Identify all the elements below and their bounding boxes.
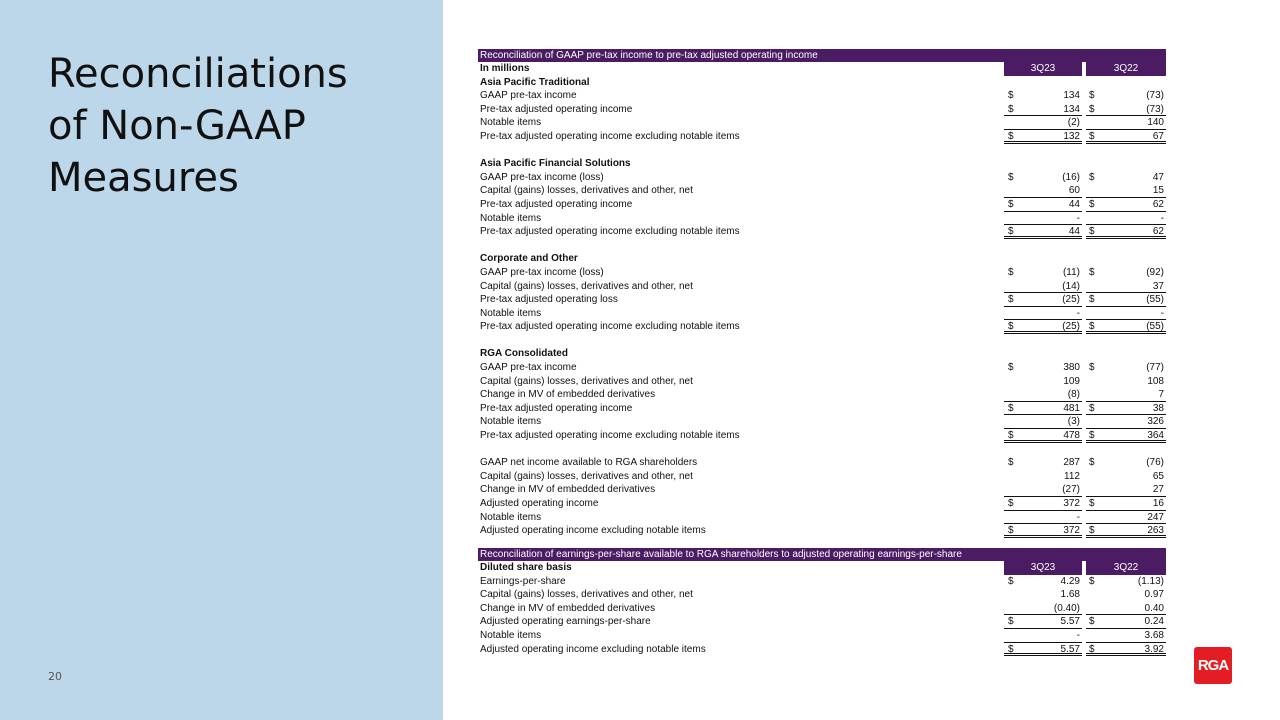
table-row <box>478 511 1166 525</box>
table-row <box>478 225 1166 239</box>
section-heading-row <box>478 347 1166 361</box>
row-label: Capital (gains) losses, derivatives and other, net <box>480 589 693 601</box>
row-label: Capital (gains) losses, derivatives and other, net <box>480 280 693 292</box>
value-3q23: (27) <box>1062 484 1080 496</box>
value-3q23: 4.29 <box>1060 575 1080 587</box>
column-header-3q23: 3Q23 <box>1004 561 1082 575</box>
table-row <box>478 198 1166 212</box>
page-number: 20 <box>48 670 62 683</box>
value-3q23: 109 <box>1063 375 1080 387</box>
value-3q23: 60 <box>1068 185 1080 197</box>
table-row <box>478 184 1166 198</box>
table-row <box>478 212 1166 226</box>
gaap-pretax-reconciliation-table <box>478 49 1166 538</box>
table-row <box>478 429 1166 443</box>
value-3q22: (76) <box>1146 457 1164 469</box>
value-3q23: 5.57 <box>1060 643 1080 655</box>
row-label: Notable items <box>480 416 542 428</box>
value-3q23: 481 <box>1063 402 1080 414</box>
unit-label: In millions <box>480 63 530 74</box>
value-3q22: 108 <box>1147 375 1164 387</box>
unit-label: Diluted share basis <box>480 562 572 573</box>
table-row <box>478 103 1166 117</box>
value-3q22: (73) <box>1146 90 1164 102</box>
currency-symbol-3q23: $ <box>1008 430 1014 442</box>
row-label: GAAP pre-tax income (loss) <box>480 171 604 183</box>
spacer-row <box>478 334 1166 348</box>
currency-symbol-3q22: $ <box>1089 457 1095 469</box>
value-3q23: - <box>1076 307 1080 319</box>
currency-symbol-3q23: $ <box>1008 362 1014 374</box>
row-label: Pre-tax adjusted operating income excluding notable items <box>480 321 740 333</box>
table-body <box>478 76 1166 538</box>
currency-symbol-3q23: $ <box>1008 498 1014 509</box>
currency-symbol-3q23: $ <box>1008 294 1014 306</box>
table-banner: Reconciliation of GAAP pre-tax income to pre-tax adjusted operating income <box>478 49 1166 62</box>
table-row <box>478 643 1166 657</box>
value-3q23: 372 <box>1063 525 1080 537</box>
row-label: Adjusted operating income excluding notable items <box>480 525 706 537</box>
row-label: Notable items <box>480 307 542 319</box>
table-header-row <box>478 561 1166 575</box>
currency-symbol-3q22: $ <box>1089 321 1095 333</box>
table-row <box>478 483 1166 497</box>
table-row <box>478 280 1166 294</box>
row-label: Notable items <box>480 212 542 224</box>
currency-symbol-3q22: $ <box>1089 103 1095 115</box>
title-panel <box>0 0 443 720</box>
value-3q22: (1.13) <box>1137 575 1164 587</box>
row-label: Change in MV of embedded derivatives <box>480 389 656 401</box>
column-header-3q23: 3Q23 <box>1004 62 1082 76</box>
table-row <box>478 388 1166 402</box>
row-label: Corporate and Other <box>480 253 578 265</box>
table-row <box>478 629 1166 643</box>
value-3q22: 65 <box>1152 470 1164 482</box>
currency-symbol-3q23: $ <box>1008 266 1014 278</box>
currency-symbol-3q22: $ <box>1089 643 1095 655</box>
row-label: Capital (gains) losses, derivatives and other, net <box>480 185 693 197</box>
row-label: Pre-tax adjusted operating income <box>480 198 633 210</box>
currency-symbol-3q22: $ <box>1089 198 1095 210</box>
value-3q23: - <box>1076 511 1080 523</box>
table-row <box>478 130 1166 144</box>
row-label: GAAP pre-tax income (loss) <box>480 266 604 278</box>
currency-symbol-3q23: $ <box>1008 575 1014 587</box>
value-3q22: 16 <box>1152 498 1164 509</box>
row-label: GAAP pre-tax income <box>480 362 577 374</box>
currency-symbol-3q22: $ <box>1089 575 1095 587</box>
row-label: Adjusted operating income excluding notable items <box>480 643 706 655</box>
currency-symbol-3q22: $ <box>1089 226 1095 238</box>
table-row <box>478 266 1166 280</box>
table-row <box>478 307 1166 321</box>
row-label: Earnings-per-share <box>480 575 566 587</box>
value-3q23: (3) <box>1067 416 1080 428</box>
table-row <box>478 415 1166 429</box>
currency-symbol-3q23: $ <box>1008 198 1014 210</box>
currency-symbol-3q23: $ <box>1008 90 1014 102</box>
value-3q23: 134 <box>1063 90 1080 102</box>
value-3q22: 7 <box>1158 389 1164 401</box>
spacer-row <box>478 144 1166 158</box>
currency-symbol-3q22: $ <box>1089 171 1095 183</box>
row-label: Asia Pacific Traditional <box>480 76 590 88</box>
value-3q22: (55) <box>1146 294 1164 306</box>
row-label: Adjusted operating income <box>480 498 599 509</box>
row-label: Pre-tax adjusted operating income <box>480 402 633 414</box>
table-body <box>478 575 1166 657</box>
value-3q23: 380 <box>1063 362 1080 374</box>
table-row <box>478 293 1166 307</box>
table-banner: Reconciliation of earnings-per-share available to RGA shareholders to adjusted operating earnings-per-share <box>478 548 1166 561</box>
currency-symbol-3q23: $ <box>1008 103 1014 115</box>
currency-symbol-3q23: $ <box>1008 321 1014 333</box>
table-row <box>478 320 1166 334</box>
row-label: Notable items <box>480 511 542 523</box>
currency-symbol-3q22: $ <box>1089 498 1095 509</box>
table-header-row <box>478 62 1166 76</box>
row-label: Notable items <box>480 629 542 641</box>
row-label: Capital (gains) losses, derivatives and other, net <box>480 470 693 482</box>
value-3q22: 27 <box>1152 484 1164 496</box>
section-heading-row <box>478 76 1166 90</box>
currency-symbol-3q23: $ <box>1008 525 1014 537</box>
row-label: Pre-tax adjusted operating loss <box>480 294 618 306</box>
row-label: Pre-tax adjusted operating income excluding notable items <box>480 430 740 442</box>
section-heading-row <box>478 252 1166 266</box>
value-3q23: 44 <box>1068 226 1080 238</box>
section-heading-row <box>478 157 1166 171</box>
table-row <box>478 89 1166 103</box>
value-3q22: 47 <box>1152 171 1164 183</box>
value-3q23: (2) <box>1067 117 1080 129</box>
value-3q22: (77) <box>1146 362 1164 374</box>
table-row <box>478 497 1166 511</box>
value-3q22: 247 <box>1147 511 1164 523</box>
value-3q22: 3.68 <box>1144 629 1164 641</box>
eps-reconciliation-table <box>478 548 1166 656</box>
table-row <box>478 602 1166 616</box>
table-row <box>478 171 1166 185</box>
value-3q22: (73) <box>1146 103 1164 115</box>
row-label: Change in MV of embedded derivatives <box>480 602 656 614</box>
value-3q23: 287 <box>1063 457 1080 469</box>
currency-symbol-3q22: $ <box>1089 130 1095 142</box>
value-3q23: (8) <box>1067 389 1080 401</box>
value-3q23: (25) <box>1062 294 1080 306</box>
table-row <box>478 575 1166 589</box>
row-label: GAAP net income available to RGA shareholders <box>480 457 698 469</box>
currency-symbol-3q23: $ <box>1008 457 1014 469</box>
currency-symbol-3q22: $ <box>1089 616 1095 628</box>
value-3q22: (55) <box>1146 321 1164 333</box>
value-3q23: 372 <box>1063 498 1080 509</box>
table-row <box>478 456 1166 470</box>
value-3q23: - <box>1076 629 1080 641</box>
spacer-row <box>478 239 1166 253</box>
currency-symbol-3q23: $ <box>1008 616 1014 628</box>
currency-symbol-3q23: $ <box>1008 402 1014 414</box>
value-3q23: 44 <box>1068 198 1080 210</box>
table-row <box>478 588 1166 602</box>
spacer-row <box>478 443 1166 457</box>
row-label: Change in MV of embedded derivatives <box>480 484 656 496</box>
value-3q22: 0.97 <box>1144 589 1164 601</box>
table-row <box>478 361 1166 375</box>
row-label: Notable items <box>480 117 542 129</box>
currency-symbol-3q22: $ <box>1089 294 1095 306</box>
value-3q23: 5.57 <box>1060 616 1080 628</box>
value-3q23: - <box>1076 212 1080 224</box>
value-3q22: 15 <box>1152 185 1164 197</box>
value-3q23: 1.68 <box>1060 589 1080 601</box>
row-label: Pre-tax adjusted operating income excluding notable items <box>480 130 740 142</box>
slide-title: Reconciliations of Non-GAAP Measures <box>48 51 348 201</box>
currency-symbol-3q22: $ <box>1089 430 1095 442</box>
rga-logo: RGA <box>1194 647 1232 684</box>
value-3q22: 37 <box>1152 280 1164 292</box>
table-row <box>478 615 1166 629</box>
value-3q23: (14) <box>1062 280 1080 292</box>
row-label: Pre-tax adjusted operating income excluding notable items <box>480 226 740 238</box>
value-3q22: 364 <box>1147 430 1164 442</box>
value-3q22: 62 <box>1152 226 1164 238</box>
value-3q22: - <box>1160 307 1164 319</box>
value-3q23: (16) <box>1062 171 1080 183</box>
table-row <box>478 116 1166 130</box>
value-3q23: (25) <box>1062 321 1080 333</box>
column-header-3q22: 3Q22 <box>1086 561 1166 575</box>
row-label: Asia Pacific Financial Solutions <box>480 158 631 170</box>
row-label: Pre-tax adjusted operating income <box>480 103 633 115</box>
value-3q22: (92) <box>1146 266 1164 278</box>
value-3q22: - <box>1160 212 1164 224</box>
value-3q23: (0.40) <box>1053 602 1080 614</box>
value-3q23: (11) <box>1062 266 1080 278</box>
value-3q22: 140 <box>1147 117 1164 129</box>
row-label: Adjusted operating earnings-per-share <box>480 616 651 628</box>
currency-symbol-3q23: $ <box>1008 130 1014 142</box>
value-3q22: 0.40 <box>1144 602 1164 614</box>
table-row <box>478 375 1166 389</box>
currency-symbol-3q23: $ <box>1008 226 1014 238</box>
value-3q22: 326 <box>1147 416 1164 428</box>
value-3q22: 67 <box>1152 130 1164 142</box>
currency-symbol-3q22: $ <box>1089 402 1095 414</box>
currency-symbol-3q23: $ <box>1008 171 1014 183</box>
table-row <box>478 470 1166 484</box>
value-3q22: 62 <box>1152 198 1164 210</box>
table-row <box>478 524 1166 538</box>
value-3q22: 38 <box>1152 402 1164 414</box>
value-3q22: 263 <box>1147 525 1164 537</box>
value-3q22: 0.24 <box>1144 616 1164 628</box>
value-3q23: 478 <box>1063 430 1080 442</box>
row-label: GAAP pre-tax income <box>480 90 577 102</box>
row-label: RGA Consolidated <box>480 348 568 360</box>
value-3q22: 3.92 <box>1144 643 1164 655</box>
value-3q23: 132 <box>1063 130 1080 142</box>
table-row <box>478 402 1166 416</box>
currency-symbol-3q22: $ <box>1089 266 1095 278</box>
currency-symbol-3q23: $ <box>1008 643 1014 655</box>
column-header-3q22: 3Q22 <box>1086 62 1166 76</box>
row-label: Capital (gains) losses, derivatives and other, net <box>480 375 693 387</box>
currency-symbol-3q22: $ <box>1089 362 1095 374</box>
currency-symbol-3q22: $ <box>1089 525 1095 537</box>
value-3q23: 112 <box>1064 470 1080 482</box>
value-3q23: 134 <box>1063 103 1080 115</box>
currency-symbol-3q22: $ <box>1089 90 1095 102</box>
